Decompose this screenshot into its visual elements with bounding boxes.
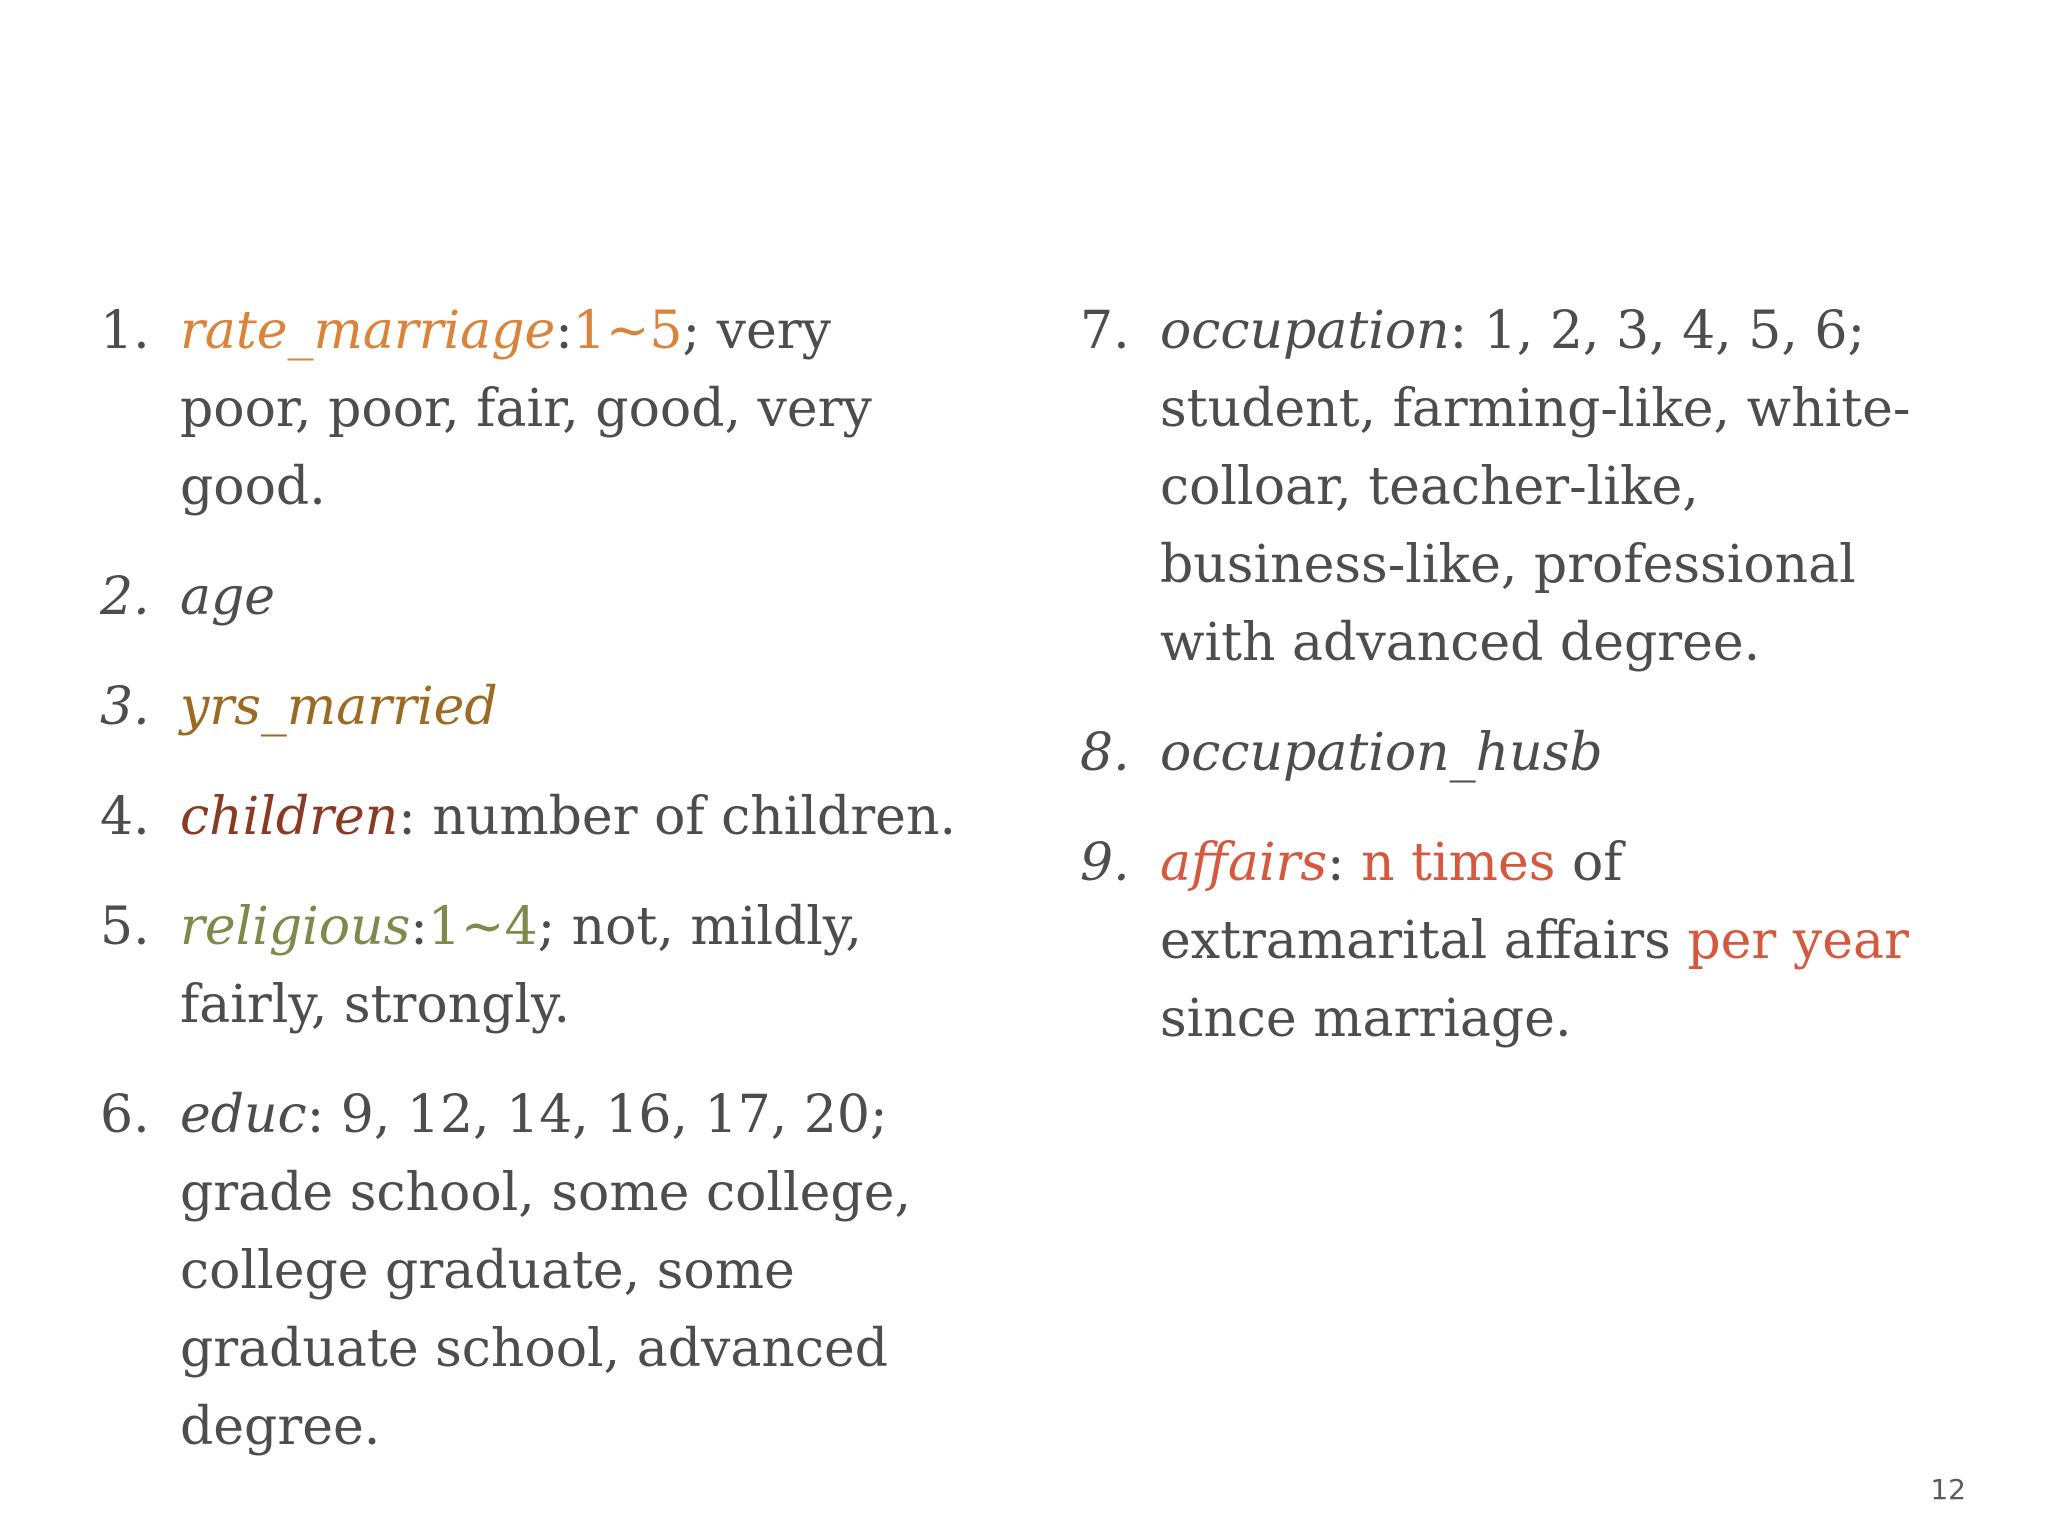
value-range: 1~5 xyxy=(572,301,683,361)
highlight-n-times: n times xyxy=(1361,833,1556,893)
item-number: 5. xyxy=(100,897,150,957)
variable-name: occupation_husb xyxy=(1160,723,1603,783)
item-number: 3. xyxy=(100,677,150,737)
list-item-occupation xyxy=(1080,292,1960,682)
value-range: 1~4 xyxy=(427,897,538,957)
left-column xyxy=(100,292,960,1498)
item-colon: : xyxy=(555,301,573,361)
item-description: : number of children. xyxy=(398,787,956,847)
item-description: : 1, 2, 3, 4, 5, 6; student, farming-like, white-colloar, teacher-like, business-like, professional with advanced degree. xyxy=(1160,301,1911,673)
variable-name: educ xyxy=(180,1085,307,1145)
list-item-rate-marriage xyxy=(100,292,960,526)
item-description: ; not, mildly, fairly, strongly. xyxy=(180,897,862,1035)
item-description: since marriage. xyxy=(1160,989,1572,1049)
list-item-age xyxy=(100,558,960,636)
list-item-yrs-married xyxy=(100,668,960,746)
item-colon: : xyxy=(1327,833,1362,893)
item-description: ; very poor, poor, fair, good, very good. xyxy=(180,301,872,517)
variable-name: occupation xyxy=(1160,301,1450,361)
list-item-affairs xyxy=(1080,824,1960,1058)
variable-name: children xyxy=(180,787,399,847)
list-item-occupation-husb xyxy=(1080,714,1960,792)
variable-name: age xyxy=(180,567,276,627)
variable-name: yrs_married xyxy=(180,677,498,737)
variable-name: rate_marriage xyxy=(180,301,556,361)
list-item-children xyxy=(100,778,960,856)
item-description-mid: of extramarital affairs xyxy=(1160,833,1688,971)
item-number: 2. xyxy=(100,567,150,627)
item-number: 1. xyxy=(100,301,150,361)
item-number: 6. xyxy=(100,1085,150,1145)
variable-name: affairs xyxy=(1160,833,1328,893)
variable-name: religious xyxy=(180,897,411,957)
right-column xyxy=(1080,292,1960,1090)
item-number: 4. xyxy=(100,787,150,847)
item-number: 9. xyxy=(1080,833,1130,893)
list-item-educ xyxy=(100,1076,960,1466)
item-colon: : xyxy=(410,897,428,957)
list-item-religious xyxy=(100,888,960,1044)
item-number: 7. xyxy=(1080,301,1130,361)
highlight-per-year: per year xyxy=(1687,911,1909,971)
item-number: 8. xyxy=(1080,723,1130,783)
page-number: 12 xyxy=(1930,1473,1966,1506)
item-description: : 9, 12, 14, 16, 17, 20; grade school, some college, college graduate, some graduate school, advanced degree. xyxy=(180,1085,911,1457)
